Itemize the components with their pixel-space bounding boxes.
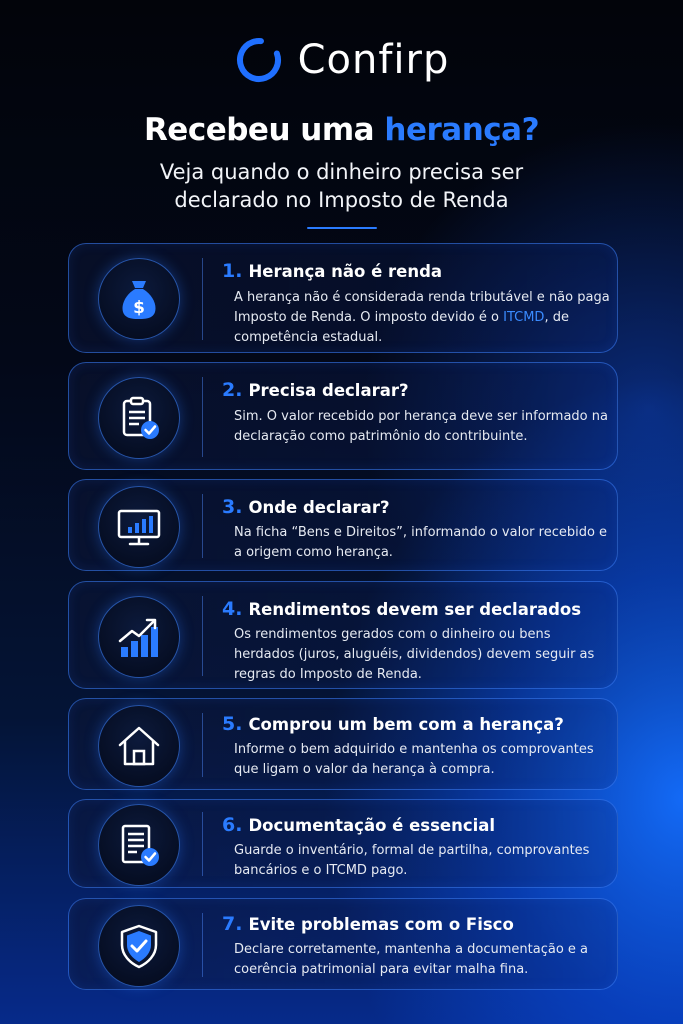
info-card-6 [68, 799, 618, 888]
card-body-text-end: , de competência estadual. [234, 310, 569, 345]
icon-badge [98, 596, 180, 678]
card-separator [202, 596, 203, 676]
info-card-5 [68, 698, 618, 790]
card-title-text: Herança não é renda [248, 262, 443, 281]
title-divider [307, 227, 377, 229]
card-title [222, 814, 495, 836]
brand-name: Confirp [297, 37, 450, 83]
icon-badge [98, 804, 180, 886]
card-number: 3. [222, 496, 243, 518]
icon-badge [98, 258, 180, 340]
info-card-3 [68, 479, 618, 571]
card-title [222, 598, 581, 620]
brand-logo [0, 32, 683, 88]
card-separator [202, 258, 203, 340]
title-prefix: Recebeu uma [143, 112, 385, 148]
icon-badge [98, 377, 180, 459]
growth-chart-icon [115, 613, 163, 661]
svg-text:$: $ [133, 298, 145, 318]
page-subtitle [0, 158, 683, 214]
title-accent: herança? [384, 112, 540, 148]
card-separator [202, 377, 203, 457]
card-number: 5. [222, 713, 243, 735]
card-title-text: Evite problemas com o Fisco [248, 915, 514, 934]
subtitle-line-1: Veja quando o dinheiro precisa ser [159, 160, 524, 184]
card-separator [202, 713, 203, 777]
icon-badge [98, 705, 180, 787]
house-icon [115, 722, 163, 770]
card-separator [202, 913, 203, 977]
shield-check-icon [115, 922, 163, 970]
card-title-text: Precisa declarar? [248, 381, 409, 400]
card-title [222, 913, 514, 935]
card-number: 2. [222, 379, 243, 401]
clipboard-check-icon [115, 394, 163, 442]
card-title [222, 496, 390, 518]
card-title-text: Onde declarar? [248, 498, 390, 517]
card-number: 7. [222, 913, 243, 935]
info-card-1 [68, 243, 618, 353]
card-body: Guarde o inventário, formal de partilha, comprovantes bancários e o ITCMD pago. [234, 843, 590, 878]
card-body: Sim. O valor recebido por herança deve ser informado na declaração como patrimônio do contribuinte. [234, 409, 608, 444]
card-body-text: A herança não é considerada renda tributável e não paga Imposto de Renda. O imposto devido é o [234, 290, 610, 325]
card-title [222, 379, 409, 401]
card-number: 6. [222, 814, 243, 836]
card-title-text: Rendimentos devem ser declarados [248, 600, 582, 619]
card-body: Informe o bem adquirido e mantenha os comprovantes que ligam o valor da herança à compra. [234, 742, 594, 777]
info-card-4 [68, 581, 618, 689]
card-body: Declare corretamente, mantenha a documentação e a coerência patrimonial para evitar malha fina. [234, 942, 589, 977]
monitor-chart-icon [115, 503, 163, 551]
card-body: Os rendimentos gerados com o dinheiro ou bens herdados (juros, aluguéis, dividendos) devem seguir as regras do Imposto de Renda. [234, 627, 595, 682]
page-title [0, 112, 683, 148]
icon-badge [98, 905, 180, 987]
money-bag-icon [115, 275, 163, 323]
card-title-text: Documentação é essencial [248, 816, 496, 835]
card-number: 1. [222, 260, 243, 282]
card-number: 4. [222, 598, 243, 620]
card-separator [202, 494, 203, 558]
subtitle-line-2: declarado no Imposto de Renda [174, 188, 509, 212]
card-title-text: Comprou um bem com a herança? [248, 715, 564, 734]
itcmd-highlight: ITCMD [503, 310, 545, 325]
card-body: Na ficha “Bens e Direitos”, informando o valor recebido e a origem como herança. [234, 525, 608, 560]
card-body [234, 288, 614, 348]
icon-badge [98, 486, 180, 568]
card-title [222, 260, 442, 282]
info-card-2 [68, 362, 618, 470]
card-title [222, 713, 564, 735]
card-separator [202, 812, 203, 876]
document-check-icon [115, 821, 163, 869]
info-card-7 [68, 898, 618, 990]
confirp-logo-icon [234, 35, 284, 85]
